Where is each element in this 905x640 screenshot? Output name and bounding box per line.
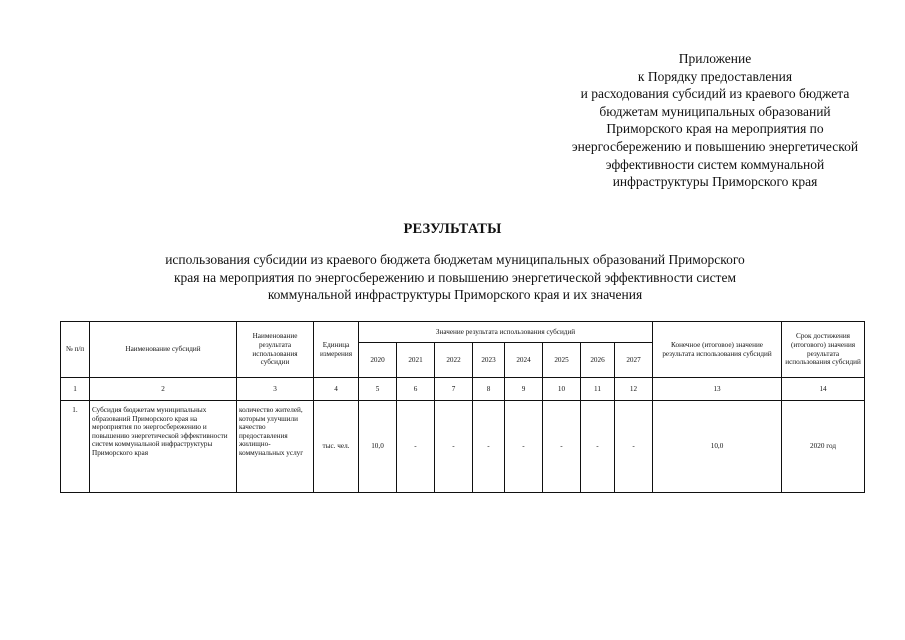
subtitle-line: использования субсидии из краевого бюджета бюджетам муниципальных образований Приморского bbox=[165, 252, 745, 267]
row-num: 1. bbox=[61, 401, 90, 493]
row-subsidy-name: Субсидия бюджетам муниципальных образований Приморского края на мероприятия по энергосбережению и повышению энергетической эффективности систем коммунальной инфраструктуры Приморского края bbox=[90, 401, 237, 493]
column-number: 5 bbox=[359, 378, 397, 401]
column-numbers-row bbox=[61, 378, 865, 401]
appendix-line: к Порядку предоставления bbox=[637, 68, 793, 84]
header-row bbox=[61, 322, 865, 343]
document-subtitle bbox=[100, 251, 810, 304]
column-number: 2 bbox=[90, 378, 237, 401]
appendix-line: бюджетам муниципальных образований bbox=[599, 103, 831, 119]
header-unit: Единица измерения bbox=[314, 322, 359, 378]
header-values-group: Значение результата использования субсидий bbox=[359, 322, 653, 343]
header-result-name: Наименование результата использования субсидии bbox=[237, 322, 314, 378]
column-number: 9 bbox=[505, 378, 543, 401]
header-year: 2026 bbox=[581, 343, 615, 378]
header-num: № п/п bbox=[61, 322, 90, 378]
header-year: 2023 bbox=[473, 343, 505, 378]
appendix-line: инфраструктуры Приморского края bbox=[612, 174, 818, 190]
row-value-2021: - bbox=[397, 401, 435, 493]
header-year: 2021 bbox=[397, 343, 435, 378]
results-table bbox=[60, 321, 865, 493]
header-year: 2024 bbox=[505, 343, 543, 378]
column-number: 13 bbox=[653, 378, 782, 401]
row-value-2022: - bbox=[435, 401, 473, 493]
column-number: 14 bbox=[782, 378, 865, 401]
column-number: 4 bbox=[314, 378, 359, 401]
column-number: 3 bbox=[237, 378, 314, 401]
row-final-value: 10,0 bbox=[653, 401, 782, 493]
row-value-2020: 10,0 bbox=[359, 401, 397, 493]
appendix-line: Приморского края на мероприятия по bbox=[606, 121, 824, 137]
appendix-line: эффективности систем коммунальной bbox=[605, 156, 825, 172]
appendix-line: Приложение bbox=[678, 51, 752, 66]
header-year: 2025 bbox=[543, 343, 581, 378]
row-value-2023: - bbox=[473, 401, 505, 493]
table-row bbox=[61, 401, 865, 493]
header-subsidy-name: Наименование субсидий bbox=[90, 322, 237, 378]
appendix-line: и расходования субсидий из краевого бюджета bbox=[580, 86, 850, 102]
column-number: 1 bbox=[61, 378, 90, 401]
row-value-2024: - bbox=[505, 401, 543, 493]
row-value-2025: - bbox=[543, 401, 581, 493]
column-number: 12 bbox=[615, 378, 653, 401]
appendix-header bbox=[545, 50, 885, 191]
column-number: 11 bbox=[581, 378, 615, 401]
header-year: 2022 bbox=[435, 343, 473, 378]
row-value-2026: - bbox=[581, 401, 615, 493]
subtitle-line: коммунальной инфраструктуры Приморского края и их значения bbox=[267, 287, 643, 302]
row-unit: тыс. чел. bbox=[314, 401, 359, 493]
header-year: 2020 bbox=[359, 343, 397, 378]
header-final-value: Конечное (итоговое) значение результата использования субсидий bbox=[653, 322, 782, 378]
subtitle-line: края на мероприятия по энергосбережению и повышению энергетической эффективности систем bbox=[174, 269, 736, 285]
row-deadline: 2020 год bbox=[782, 401, 865, 493]
column-number: 8 bbox=[473, 378, 505, 401]
header-deadline: Срок достижения (итогового) значения результата использования субсидий bbox=[782, 322, 865, 378]
column-number: 6 bbox=[397, 378, 435, 401]
row-value-2027: - bbox=[615, 401, 653, 493]
row-result-name: количество жителей, которым улучшили качество предоставления жилищно-коммунальных услуг bbox=[237, 401, 314, 493]
column-number: 7 bbox=[435, 378, 473, 401]
column-number: 10 bbox=[543, 378, 581, 401]
appendix-line: энергосбережению и повышению энергетической bbox=[571, 138, 859, 154]
document-title: РЕЗУЛЬТАТЫ bbox=[403, 221, 502, 237]
header-year: 2027 bbox=[615, 343, 653, 378]
